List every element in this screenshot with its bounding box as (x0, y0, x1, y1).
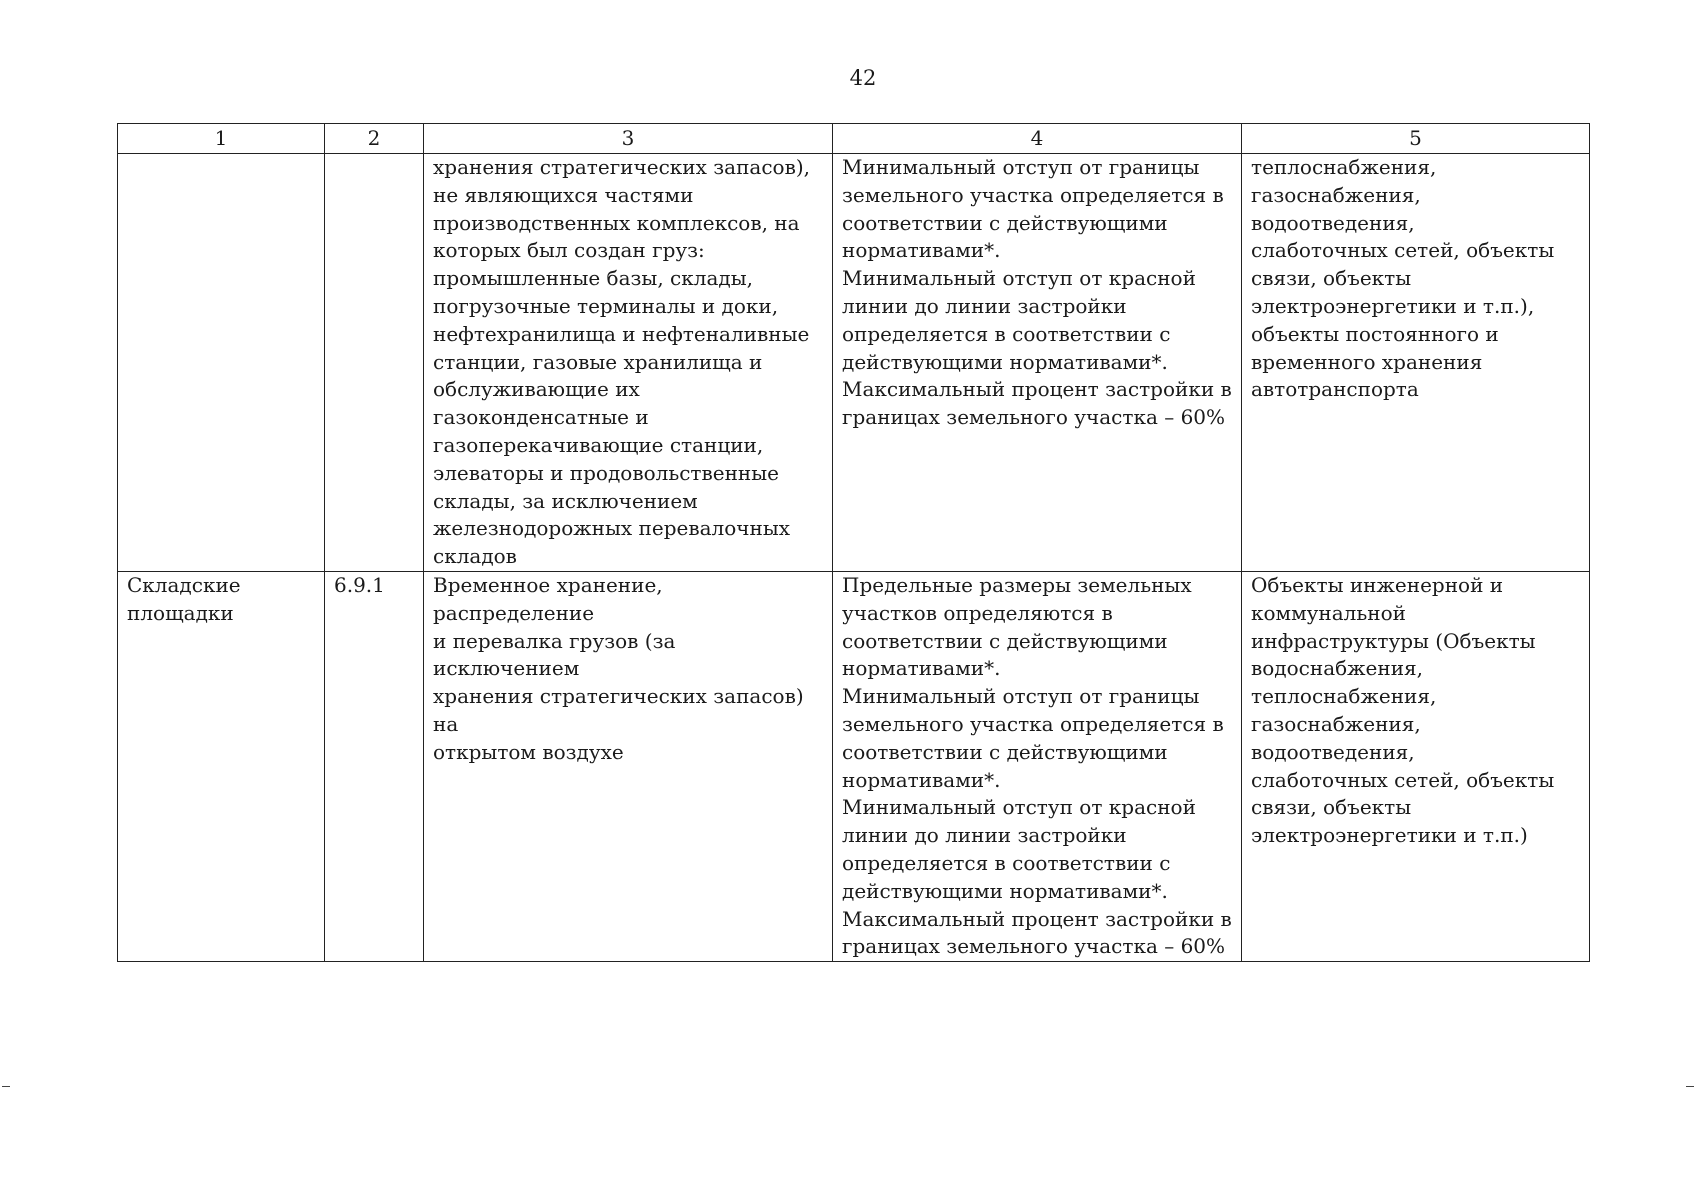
land-use-table (117, 123, 1590, 962)
use-type-cell (118, 571, 325, 961)
column-number: 4 (833, 124, 1242, 154)
description-cell (424, 154, 833, 572)
use-type-cell (118, 154, 325, 572)
parameters-cell (833, 154, 1242, 572)
use-type-code: 6.9.1 (334, 572, 385, 597)
auxiliary-cell (1242, 571, 1590, 961)
auxiliary-cell (1242, 154, 1590, 572)
description-cell (424, 571, 833, 961)
column-number: 3 (424, 124, 833, 154)
use-type-description: Временное хранение, распределение и перевалка грузов (за исключением хранения стратегических запасов) на открытом воздухе (433, 572, 804, 764)
building-parameters: Минимальный отступ от границы земельного участка определяется в соответствии с действующими нормативами*. Минимальный отступ от красной линии до линии застройки определяется в соответствии с действующими нормативами*. Максимальный процент застройки в границах земельного участка – 60% (842, 155, 1232, 430)
right-margin-mark (1686, 1086, 1694, 1087)
code-cell (325, 571, 424, 961)
column-number: 2 (325, 124, 424, 154)
auxiliary-objects: Объекты инженерной и коммунальной инфраструктуры (Объекты водоснабжения, теплоснабжения, газоснабжения, водоотведения, слаботочных сетей, объекты связи, объекты электроэнергетики и т.п.) (1251, 572, 1555, 848)
column-number-row (118, 124, 1590, 154)
use-type-name: Складские площадки (127, 572, 241, 625)
parameters-cell (833, 571, 1242, 961)
auxiliary-objects: теплоснабжения, газоснабжения, водоотведения, слаботочных сетей, объекты связи, объекты электроэнергетики и т.п.), объекты постоянного и временного хранения автотранспорта (1251, 155, 1555, 402)
use-type-description: хранения стратегических запасов), не являющихся частями производственных комплексов, на которых был создан груз: промышленные базы, склады, погрузочные терминалы и доки, нефтехранилища и нефтеналивные станции, газовые хранилища и обслуживающие их газоконденсатные и газоперекачивающие станции, элеваторы и продовольственные склады, за исключением железнодорожных перевалочных складов (433, 155, 810, 569)
code-cell (325, 154, 424, 572)
table-row (118, 154, 1590, 572)
table-row (118, 571, 1590, 961)
building-parameters: Предельные размеры земельных участков определяются в соответствии с действующими нормативами*. Минимальный отступ от границы земельного участка определяется в соответствии с действующими нормативами*. Минимальный отступ от красной линии до линии застройки определяется в соответствии с действующими нормативами*. Максимальный процент застройки в границах земельного участка – 60% (842, 572, 1232, 959)
left-margin-mark (2, 1086, 10, 1087)
column-number: 5 (1242, 124, 1590, 154)
page-number: 42 (849, 66, 877, 90)
column-number: 1 (118, 124, 325, 154)
